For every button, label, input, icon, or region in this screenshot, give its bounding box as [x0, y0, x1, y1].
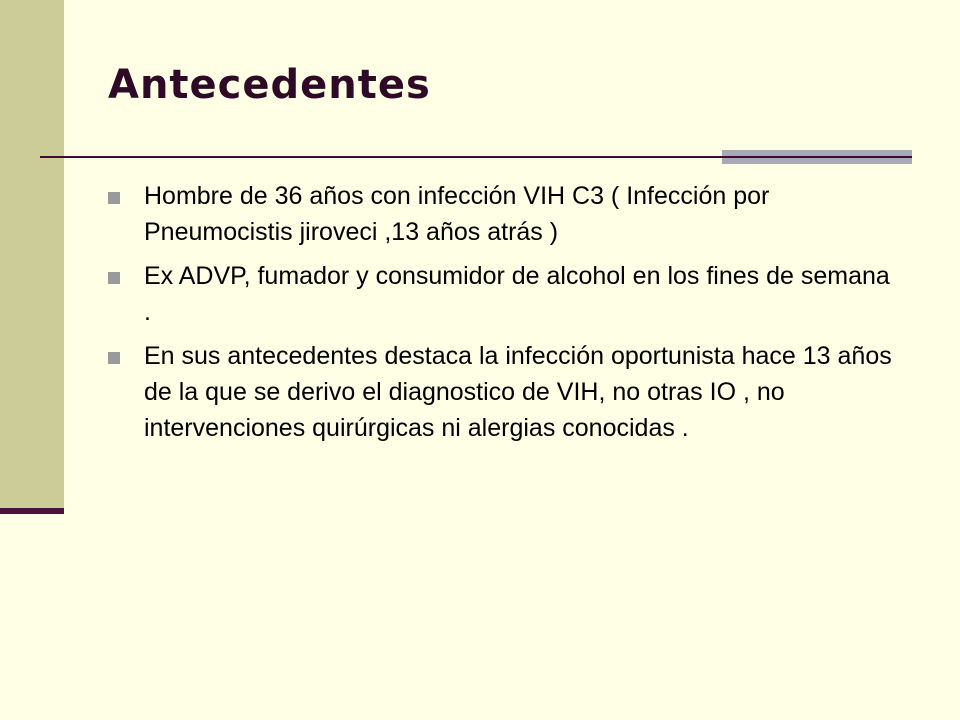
bullet-text: En sus antecedentes destaca la infección oportunista hace 13 años de la que se derivo el diagnostico de VIH, no otras IO , no intervenciones quirúrgicas ni alergias conocidas .: [144, 342, 892, 442]
slide-title: Antecedentes: [108, 62, 431, 108]
bullet-text: Ex ADVP, fumador y consumidor de alcohol en los fines de semana .: [144, 262, 890, 326]
square-bullet-icon: [108, 352, 120, 364]
bullet-item: [108, 178, 898, 250]
left-bar-accent-line: [0, 508, 64, 514]
bullet-item: [108, 338, 898, 446]
bullet-list: [108, 178, 898, 454]
square-bullet-icon: [108, 192, 120, 204]
bullet-text: Hombre de 36 años con infección VIH C3 ( Infección por Pneumocistis jiroveci ,13 años atrás ): [144, 182, 770, 246]
square-bullet-icon: [108, 272, 120, 284]
left-decorative-bar: [0, 0, 64, 510]
bullet-item: [108, 258, 898, 330]
title-divider-line-overlay: [722, 156, 912, 158]
